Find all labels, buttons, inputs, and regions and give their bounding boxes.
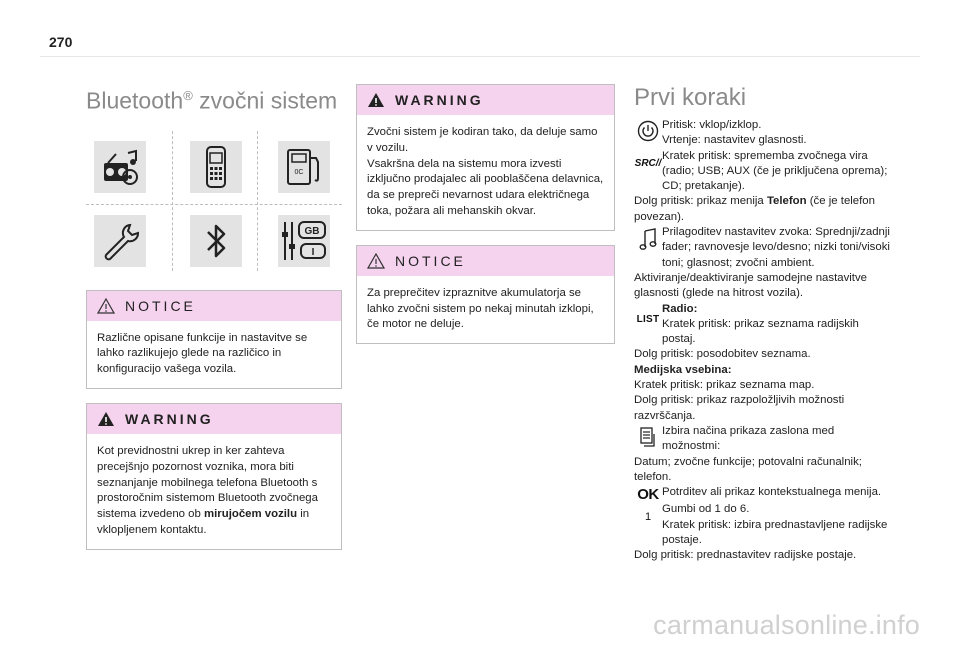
- middle-column: [356, 84, 615, 358]
- warning-heading: WARNING: [125, 411, 214, 428]
- top-rule: [40, 56, 920, 57]
- list-text: Dolg pritisk: posodobitev seznama.: [634, 348, 811, 361]
- fuel-station-icon: [278, 141, 330, 193]
- list-item: Izbira načina prikaza zaslona med možnostmi:: [634, 424, 892, 455]
- list-item: SRC // Kratek pritisk: sprememba zvočnega vira (radio; USB; AUX (če je priključena oprema); CD; pretakanje).: [634, 149, 892, 195]
- notice-heading: NOTICE: [395, 252, 466, 269]
- warning-box-left: [86, 403, 342, 550]
- watermark: carmanualsonline.info: [653, 610, 920, 640]
- warning-header: [357, 85, 614, 115]
- grid-divider: [257, 131, 258, 271]
- wrench-icon: [94, 215, 146, 267]
- warning-box-mid: [356, 84, 615, 231]
- warning-icon: [367, 92, 385, 108]
- audio-system-icon: [94, 141, 146, 193]
- source-icon: SRC //: [634, 157, 662, 169]
- grid-divider: [86, 204, 342, 205]
- svg-text:0C: 0C: [294, 168, 304, 176]
- warning-heading: WARNING: [395, 92, 484, 108]
- notice-header: [87, 291, 341, 321]
- list-icon: LIST: [636, 313, 660, 325]
- list-text: Dolg pritisk: prikaz razpoložljivih možnosti razvrščanja.: [634, 394, 845, 422]
- display-mode-icon: [634, 424, 662, 455]
- grid-divider: [172, 131, 173, 271]
- warning-body: Zvočni sistem je kodiran tako, da deluje samo v vozilu. Vsakršna dela na sistemu mora izvesti izključno prodajalec ali pooblaščena delavnica, da se prepreči nevarnost udara električnega toka, požara ali mehanskih okvar.: [367, 126, 604, 217]
- list-text: Datum; zvočne funkcije; potovalni računalnik; telefon.: [634, 455, 862, 483]
- page-number: 270: [49, 34, 73, 50]
- warning-body: Kot previdnostni ukrep in ker zahteva precejšnjo pozornost voznika, mora biti seznanjanje mobilnega telefona Bluetooth s prostoročnim sistemom Bluetooth zvočnega sistema izvedeno ob mirujočem vozilu in vklopljenem kontaktu.: [97, 445, 318, 537]
- gb-label: GB: [304, 225, 320, 237]
- power-icon: [634, 118, 662, 149]
- notice-box-left: [86, 290, 342, 389]
- list-text: Kratek pritisk: prikaz seznama map.: [634, 379, 815, 392]
- warning-header: [87, 404, 341, 434]
- notice-header: [357, 246, 614, 276]
- notice-body: Različne opisane funkcije in nastavitve se lahko razlikujejo glede na različico in konfiguracijo vašega vozila.: [97, 331, 308, 376]
- ok-icon: OK: [637, 486, 659, 504]
- notice-box-mid: [356, 245, 615, 344]
- first-steps-list: [634, 118, 892, 564]
- i-label: I: [311, 246, 315, 258]
- left-column: [86, 82, 342, 564]
- preset-number-icon: 1: [644, 511, 652, 524]
- bluetooth-icon: [190, 215, 242, 267]
- music-note-icon: [634, 225, 662, 271]
- right-column: [634, 84, 892, 564]
- section-title-first-steps: Prvi koraki: [634, 84, 747, 111]
- list-item: Pritisk: vklop/izklop. Vrtenje: nastavitev glasnosti.: [634, 118, 892, 149]
- notice-heading: NOTICE: [125, 297, 196, 314]
- icon-grid: [86, 131, 342, 271]
- notice-body: Za preprečitev izpraznitve akumulatorja se lahko zvočni sistem po nekaj minutah izklopi, če motor ne deluje.: [367, 286, 594, 331]
- language-settings-icon: [278, 215, 330, 267]
- list-item: 1 Gumbi od 1 do 6. Kratek pritisk: izbira prednastavljene radijske postaje.: [634, 502, 892, 548]
- notice-icon: [367, 253, 385, 269]
- list-text: Dolg pritisk: prednastavitev radijske postaje.: [634, 549, 857, 562]
- section-title-bluetooth: Bluetooth® zvočni sistem: [86, 87, 338, 114]
- list-text: Aktiviranje/deaktiviranje samodejne nastavitve glasnosti (glede na hitrost vozila).: [634, 271, 867, 300]
- notice-icon: [97, 298, 115, 314]
- list-text: Dolg pritisk: prikaz menija Telefon (če je telefon povezan).: [634, 195, 875, 223]
- list-item: LIST Radio: Kratek pritisk: prikaz seznama radijskih postaj.: [634, 302, 892, 348]
- list-item: Prilagoditev nastavitev zvoka: Sprednji/zadnji fader; ravnovesje levo/desno; nizki toni/visoki toni; glasnost; zvočni ambient.: [634, 225, 892, 271]
- list-item: OK Potrditev ali prikaz kontekstualnega menija.: [634, 485, 892, 502]
- list-heading: Medijska vsebina:: [634, 363, 732, 376]
- warning-icon: [97, 411, 115, 427]
- mobile-phone-icon: [190, 141, 242, 193]
